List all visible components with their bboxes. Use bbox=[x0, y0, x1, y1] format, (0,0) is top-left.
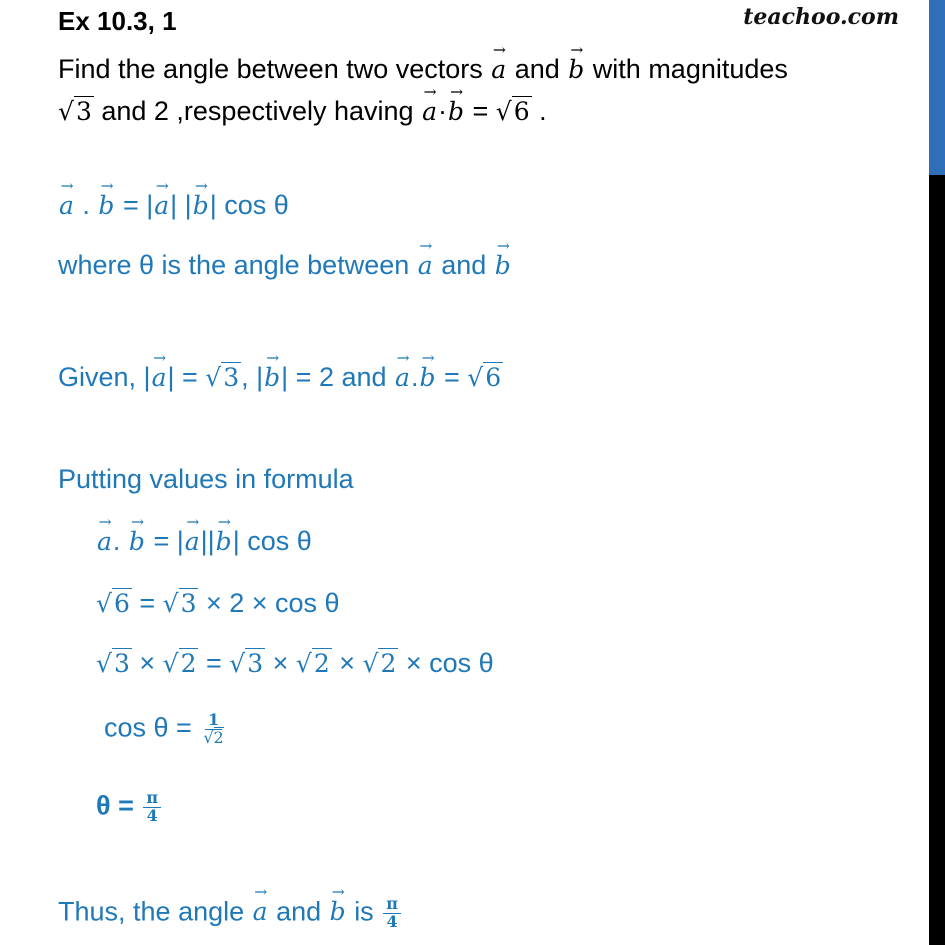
question-line-2 bbox=[58, 96, 547, 127]
times: × bbox=[265, 648, 296, 678]
step-4 bbox=[104, 712, 228, 747]
vector-a: → a bbox=[96, 527, 113, 556]
exercise-title: Ex 10.3, 1 bbox=[58, 6, 177, 36]
where-line bbox=[58, 250, 512, 281]
step1-tail: | cos θ bbox=[232, 526, 312, 556]
sqrt-3: √3 bbox=[96, 649, 130, 678]
sqrt-3: √3 bbox=[229, 649, 264, 678]
fraction-1-over-root2: $\frac{1}{√2}$ bbox=[203, 710, 224, 747]
equals: = bbox=[198, 648, 230, 678]
vector-a: → a bbox=[252, 897, 269, 926]
vector-a: → a bbox=[417, 251, 434, 280]
formula-tail: | cos θ bbox=[209, 190, 289, 220]
sqrt-6: √6 bbox=[96, 589, 130, 618]
fraction-pi-over-4: $\frac{\pi}{4}$ bbox=[143, 790, 161, 825]
times: × bbox=[331, 648, 363, 678]
vector-a: → a bbox=[421, 97, 438, 126]
vector-b: → b bbox=[329, 897, 347, 926]
vector-a: → a bbox=[58, 191, 75, 220]
conclusion-line bbox=[58, 896, 403, 931]
sqrt-2: √2 bbox=[162, 649, 197, 678]
dot-operator: · bbox=[437, 96, 447, 126]
cos-theta-label: cos θ = bbox=[104, 712, 200, 743]
period: . bbox=[539, 96, 547, 126]
step3-tail: × cos θ bbox=[398, 648, 494, 678]
vector-a: → a bbox=[153, 191, 170, 220]
scrollbar-thumb[interactable] bbox=[929, 0, 945, 175]
step-2 bbox=[96, 588, 340, 619]
given-line: Given, |→ a| = √3, |→ b| = 2 and → a.→ b = √6 bbox=[58, 362, 503, 393]
sqrt-6: √6 bbox=[495, 97, 530, 126]
step1-eq: = | bbox=[145, 526, 184, 556]
question-line-1 bbox=[58, 54, 788, 85]
vector-a: → a bbox=[394, 363, 411, 392]
vector-a: → a bbox=[490, 55, 507, 84]
question-text: Find the angle between two vectors bbox=[58, 54, 483, 84]
vector-b: → b bbox=[567, 55, 585, 84]
step1-mid: || bbox=[200, 526, 215, 556]
step-5-result bbox=[96, 790, 163, 825]
sqrt-6: √6 bbox=[467, 363, 502, 392]
where-text: where θ is the angle between bbox=[58, 250, 410, 280]
vector-b: → b bbox=[263, 363, 281, 392]
step2-eq: = bbox=[131, 588, 163, 618]
vector-b: → b bbox=[447, 97, 465, 126]
question-text-3: and 2 ,respectively having bbox=[101, 96, 414, 126]
question-and: and bbox=[514, 54, 560, 84]
teachoo-logo[interactable]: teachoo.com bbox=[743, 4, 899, 30]
vector-b: → b bbox=[215, 527, 233, 556]
formula-mid: | | bbox=[170, 190, 192, 220]
step2-tail: × 2 × cos θ bbox=[198, 588, 340, 618]
conclusion-text: Thus, the angle bbox=[58, 896, 245, 927]
given-eq3: = bbox=[436, 362, 468, 392]
given-eq2: | = 2 and bbox=[281, 362, 387, 392]
vector-b: → b bbox=[97, 191, 115, 220]
sqrt-3: √3 bbox=[58, 97, 92, 126]
vector-b: → b bbox=[192, 191, 210, 220]
given-eq1: | = bbox=[167, 362, 206, 392]
sqrt-2: √2 bbox=[295, 649, 330, 678]
sqrt-3: √3 bbox=[205, 363, 240, 392]
conclusion-and: and bbox=[276, 896, 322, 927]
vector-b: → b bbox=[494, 251, 512, 280]
conclusion-is: is bbox=[354, 896, 374, 927]
formula-line: → a . → b = |→ a| |→ b| cos θ bbox=[58, 190, 289, 221]
vector-a: → a bbox=[151, 363, 168, 392]
where-and: and bbox=[441, 250, 487, 280]
fraction-pi-over-4: $\frac{\pi}{4}$ bbox=[383, 896, 401, 931]
question-text-2: with magnitudes bbox=[592, 54, 788, 84]
sqrt-3: √3 bbox=[162, 589, 197, 618]
theta-result-label: θ = bbox=[96, 790, 142, 821]
step-1: → a. → b = |→ a||→ b| cos θ bbox=[96, 526, 312, 557]
given-label: Given, | bbox=[58, 362, 151, 392]
formula-eq: = | bbox=[122, 190, 154, 220]
vector-b: → b bbox=[418, 363, 436, 392]
vector-b: → b bbox=[128, 527, 146, 556]
times: × bbox=[131, 648, 163, 678]
putting-values-heading: Putting values in formula bbox=[58, 464, 354, 494]
step-3 bbox=[96, 648, 494, 679]
equals: = bbox=[472, 96, 489, 126]
sqrt-2: √2 bbox=[362, 649, 397, 678]
given-comma: , | bbox=[241, 362, 264, 392]
vector-a: → a bbox=[184, 527, 201, 556]
